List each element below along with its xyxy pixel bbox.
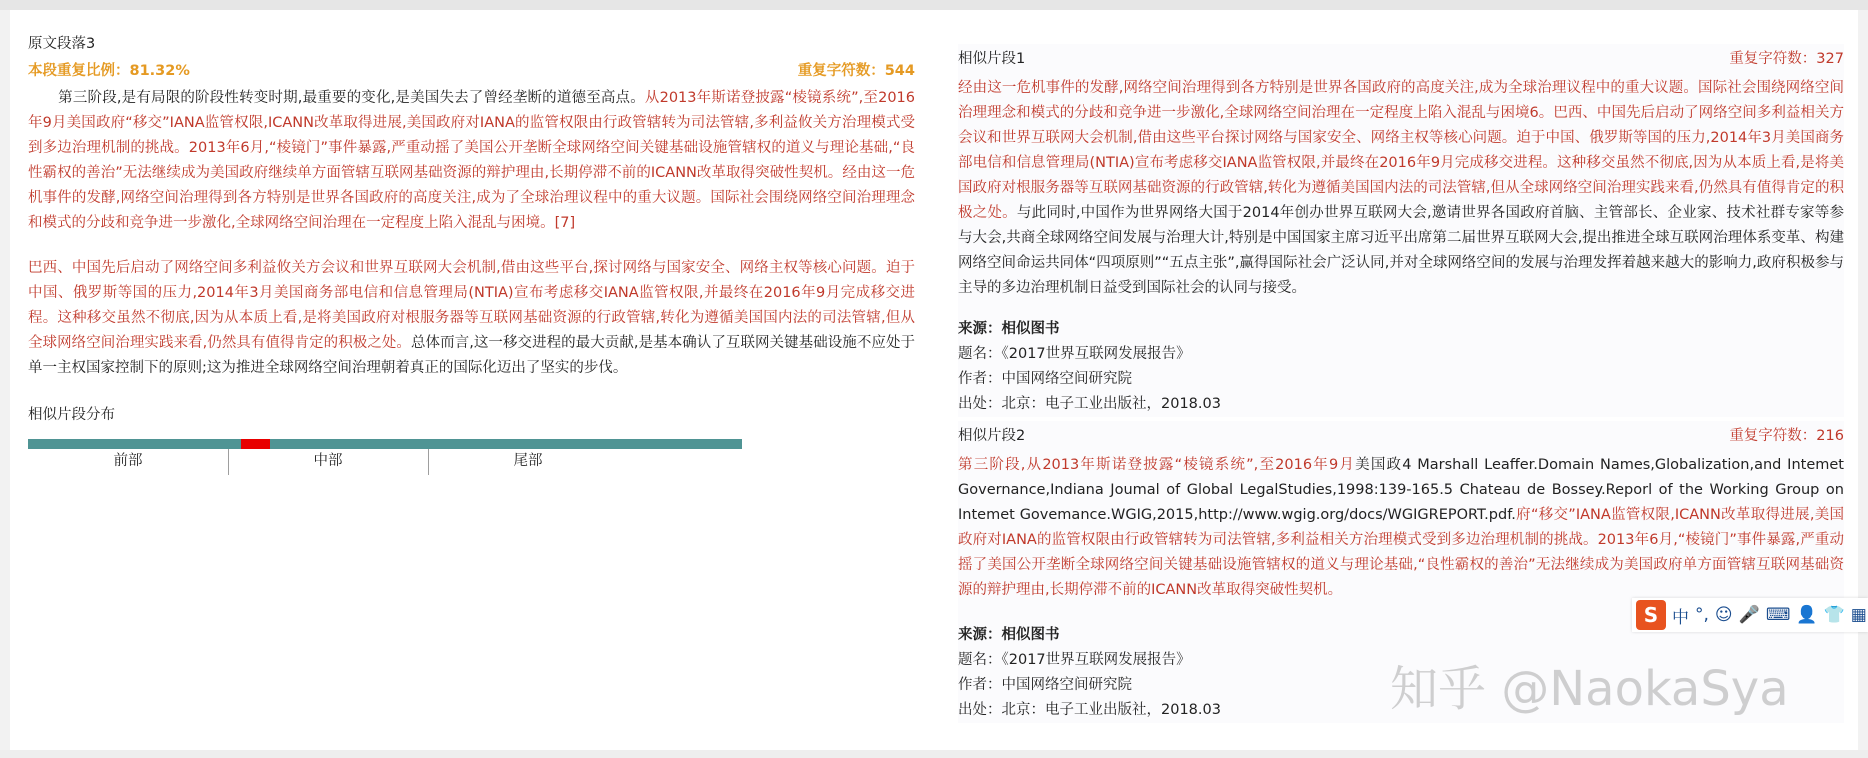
toolbox-icon[interactable]: ▦ [1850,605,1867,625]
source-title: 题名：《2017世界互联网发展报告》 [958,346,1191,362]
original-text-unique: 第三阶段,是有局限的阶段性转变时期,最重要的变化,是美国失去了曾经垄断的道德至高点。 [58,90,645,106]
source-value: 相似图书 [1001,627,1060,643]
similar-text-unique: 美国政4 Marshall Leaffer.Domain Names,Globalization,and Intemet Governance,Indiana Joumal of Global LegalStudies,1998:139-165.5 Chateau de Bossey.Reporl of the Working Group on Intemet Govemance.WGIG,2015,http://www.wgig.org/docs/WGIGREPORT.pdf. [958,457,1844,523]
similar-fragment-1 [958,44,1844,417]
distribution-hit-marker[interactable] [241,439,270,449]
source-title: 题名：《2017世界互联网发展报告》 [958,652,1191,668]
emoji-icon[interactable]: ☺ [1714,605,1733,625]
repeat-ratio: 本段重复比例：81.32% [28,63,190,79]
original-section-title: 原文段落3 [28,36,96,52]
original-text-unique: 总体而言,这一移交进程的最大贡献,是基本确认了互联网关键基础设施不应处于单一主权国家控制下的原则;这为推进全球网络空间治理朝着真正的国际化迈出了坚实的步伐。 [28,335,916,376]
similar-fragment-header [958,44,1844,74]
source-publisher: 出处：北京：电子工业出版社，2018.03 [958,396,1221,412]
microphone-icon[interactable]: 🎤 [1738,605,1760,625]
repeat-count: 重复字符数：544 [797,63,915,79]
similar-fragment-text [958,76,1844,301]
similar-fragment-title: 相似片段1 [958,51,1026,67]
original-text-matched[interactable]: 从2013年斯诺登披露“棱镜系统”,至2016年9月美国政府“移交”IANA监管权限,ICANN改革取得进展,美国政府对IANA的监管权限由行政管辖转为司法管辖,多利益攸关方治理模式受到多边治理机制的挑战。2013年6月,“棱镜门”事件暴露,严重动摇了美国公开垄断全球网络空间关键基础设施管辖权的道义与理论基础,“良性霸权的善治”无法继续成为美国政府继续单方面管辖互联网基础资源的辩护理由,长期停滞不前的ICANN改革取得突破性契机。经由这一危机事件的发酵,网络空间治理得到各方特别是世界各国政府的高度关注,成为了全球治理议程中的重大议题。国际社会围绕网络空间治理理念和模式的分歧和竞争进一步激化,全球网络空间治理在一定程度上陷入混乱与困境。[7] [28,90,916,231]
original-paragraph-panel [10,10,935,750]
distribution-labels [28,449,742,475]
original-text-matched[interactable]: 巴西、中国先后启动了网络空间多利益攸关方会议和世界互联网大会机制,借由这些平台,探讨网络与国家安全、网络主权等核心问题。迫于中国、俄罗斯等国的压力,2014年3月美国商务部电信和信息管理局(NTIA)宣布考虑移交IANA监管权限,并最终在2016年9月完成移交进程。这种移交虽然不彻底,因为从本质上看,是将美国政府对根服务器等互联网基础资源的行政管辖,转化为遵循美国国内法的司法管辖,但从全球网络空间治理实践来看,仍然具有值得肯定的积极之处。 [28,260,915,351]
source-author: 作者：中国网络空间研究院 [958,371,1132,387]
distribution-label-end: 尾部 [513,453,543,469]
source-author: 作者：中国网络空间研究院 [958,677,1132,693]
similar-text-unique: 与此同时,中国作为世界网络大国于2014年创办世界互联网大会,邀请世界各国政府首脑、主管部长、企业家、技术社群专家等参与大会,共商全球网络空间发展与治理大计,特别是中国国家主席习近平出席第二届世界互联网大会,提出推进全球互联网治理体系变革、构建网络空间命运共同体“四项原则”“五点主张”,赢得国际社会广泛认同,并对全球网络空间的发展与治理发挥着越来越大的影响力,政府积极参与主导的多边治理机制日益受到国际社会的认同与接受。 [958,205,1845,296]
source-label: 来源： [958,627,1002,643]
original-stats [28,56,915,86]
similar-fragment-header [958,421,1844,451]
watermark: 知乎 @NaokaSya [1390,661,1789,717]
distribution-label-middle: 中部 [313,453,343,469]
source-publisher: 出处：北京：电子工业出版社，2018.03 [958,702,1221,718]
punctuation-icon[interactable]: °, [1695,605,1709,625]
similar-text-matched[interactable]: 府“移交”IANA监管权限,ICANN改革取得进展,美国政府对IANA的监管权限由行政管辖转为司法管辖,多利益相关方治理模式受到多边治理机制的挑战。2013年6月,“棱镜门”事件暴露,严重动摇了美国公开垄断全球网络空间关键基础设施管辖权的道义与理论基础,“良性霸权的善治”无法继续成为美国政府单方面管辖互联网基础资源的辩护理由,长期停滞不前的ICANN改革取得突破性契机。 [958,507,1845,598]
distribution-label-front: 前部 [113,453,143,469]
report-page [10,10,1858,750]
top-strip [0,0,1868,10]
similar-fragment-repeat-count: 重复字符数：216 [1729,428,1844,444]
source-label: 来源： [958,321,1002,337]
similar-fragment-source [958,317,1844,417]
source-value: 相似图书 [1001,321,1060,337]
bottom-strip [0,750,1868,758]
distribution-title: 相似片段分布 [28,407,115,423]
ime-toolbar[interactable] [1632,598,1868,632]
distribution-bar [28,439,742,449]
similar-fragment-repeat-count: 重复字符数：327 [1729,51,1844,67]
similar-fragments-panel [950,10,1858,750]
sogou-logo-icon[interactable]: S [1636,600,1666,630]
similar-fragment-text [958,453,1844,603]
user-icon[interactable]: 👤 [1796,605,1818,625]
skin-icon[interactable]: 👕 [1823,605,1845,625]
similar-fragment-title: 相似片段2 [958,428,1026,444]
keyboard-icon[interactable]: ⌨ [1765,605,1791,625]
original-paragraph-1 [28,86,915,236]
similar-text-matched[interactable]: 第三阶段,从2013年斯诺登披露“棱镜系统”,至2016年9月 [958,457,1356,473]
original-paragraph-2 [28,256,915,381]
similar-text-matched[interactable]: 经由这一危机事件的发酵,网络空间治理得到各方特别是世界各国政府的高度关注,成为全球治理议程中的重大议题。国际社会围绕网络空间治理理念和模式的分歧和竞争进一步激化,全球网络空间治理在一定程度上陷入混乱与困境6。巴西、中国先后启动了网络空间多利益相关方会议和世界互联网大会机制,借由这些平台探讨网络与国家安全、网络主权等核心问题。迫于中国、俄罗斯等国的压力,2014年3月美国商务部电信和信息管理局(NTIA)宣布考虑移交IANA监管权限,并最终在2016年9月完成移交进程。这种移交虽然不彻底,因为从本质上看,是将美国政府对根服务器等互联网基础资源的行政管辖,转化为遵循美国国内法的司法管辖,但从全球网络空间治理实践来看,仍然具有值得肯定的积极之处。 [958,80,1844,221]
ime-language-toggle[interactable]: 中 [1672,607,1689,628]
